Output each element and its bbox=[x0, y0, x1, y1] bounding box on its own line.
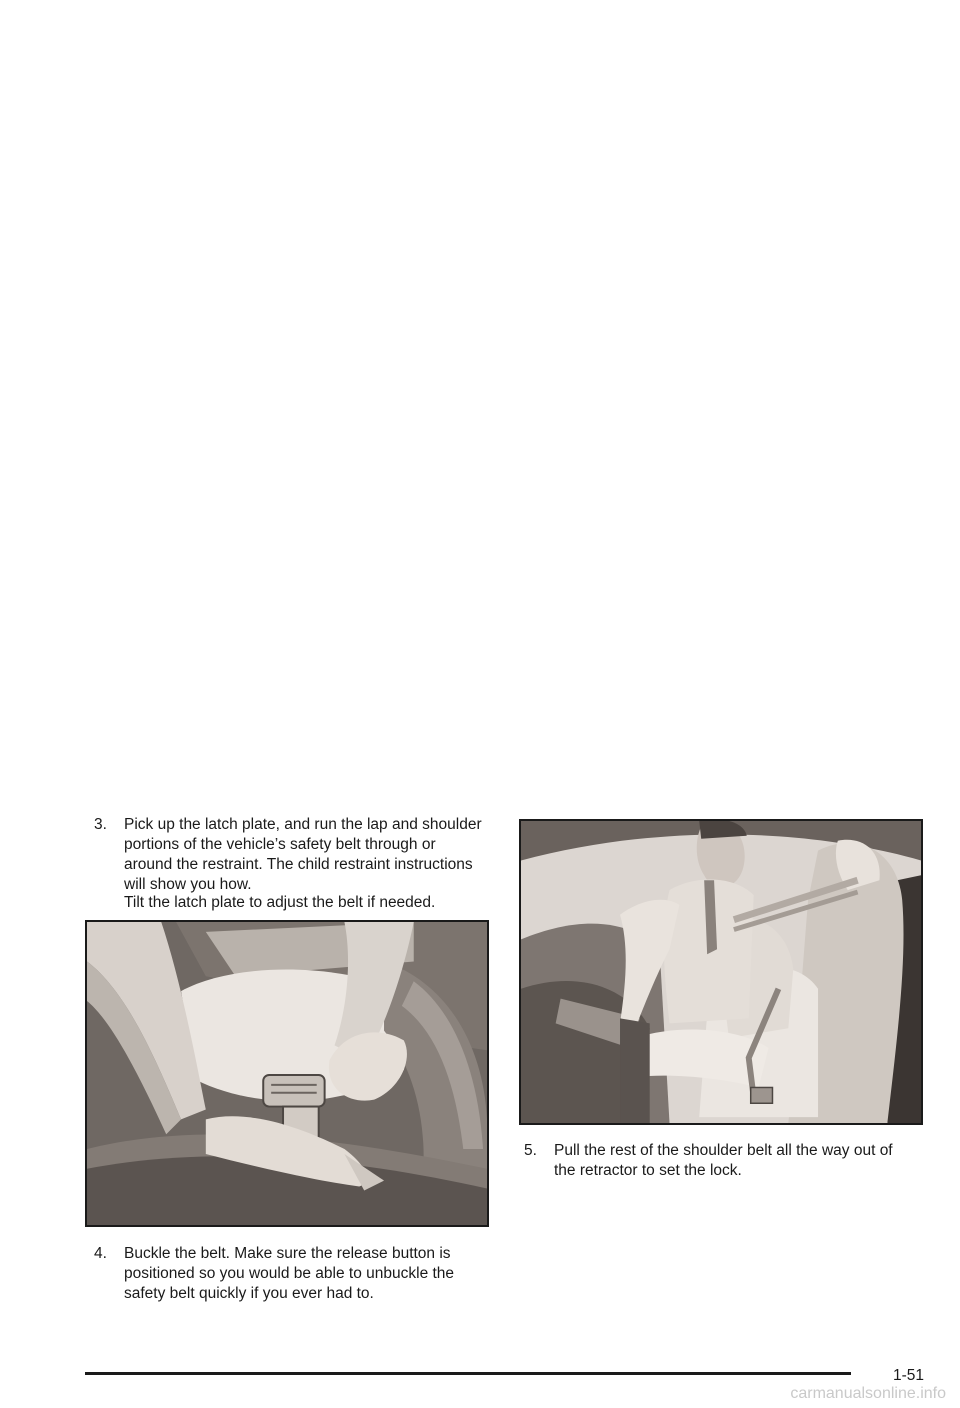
watermark: carmanualsonline.info bbox=[790, 1385, 946, 1402]
step-number: 5. bbox=[524, 1142, 537, 1159]
step-line: the retractor to set the lock. bbox=[554, 1162, 742, 1179]
step-5 bbox=[524, 1141, 893, 1181]
step-4 bbox=[94, 1244, 454, 1304]
step-number: 3. bbox=[94, 816, 107, 833]
step-line: positioned so you would be able to unbuckle the bbox=[124, 1265, 455, 1282]
shoulder-belt-drawing bbox=[521, 821, 921, 1123]
step-line: safety belt quickly if you ever had to. bbox=[124, 1285, 374, 1302]
step-text bbox=[124, 815, 482, 895]
step-line: portions of the vehicle’s safety belt through or bbox=[124, 836, 436, 853]
step-line: Buckle the belt. Make sure the release button is bbox=[124, 1245, 451, 1262]
step-line: around the restraint. The child restraint instructions bbox=[124, 856, 473, 873]
step-text bbox=[124, 1244, 454, 1304]
step-number: 4. bbox=[94, 1245, 107, 1262]
step-3 bbox=[94, 815, 482, 895]
footer-rule bbox=[85, 1372, 851, 1375]
step-line: Pull the rest of the shoulder belt all the way out of bbox=[554, 1142, 893, 1159]
tilt-note: Tilt the latch plate to adjust the belt if needed. bbox=[124, 894, 436, 911]
shoulder-belt-illustration bbox=[519, 819, 923, 1125]
buckle-illustration bbox=[85, 920, 489, 1227]
step-line: Pick up the latch plate, and run the lap and shoulder bbox=[124, 816, 482, 833]
buckle-drawing bbox=[87, 922, 487, 1225]
step-line: will show you how. bbox=[124, 876, 252, 893]
step-text bbox=[554, 1141, 893, 1181]
page-number: 1-51 bbox=[892, 1367, 924, 1384]
